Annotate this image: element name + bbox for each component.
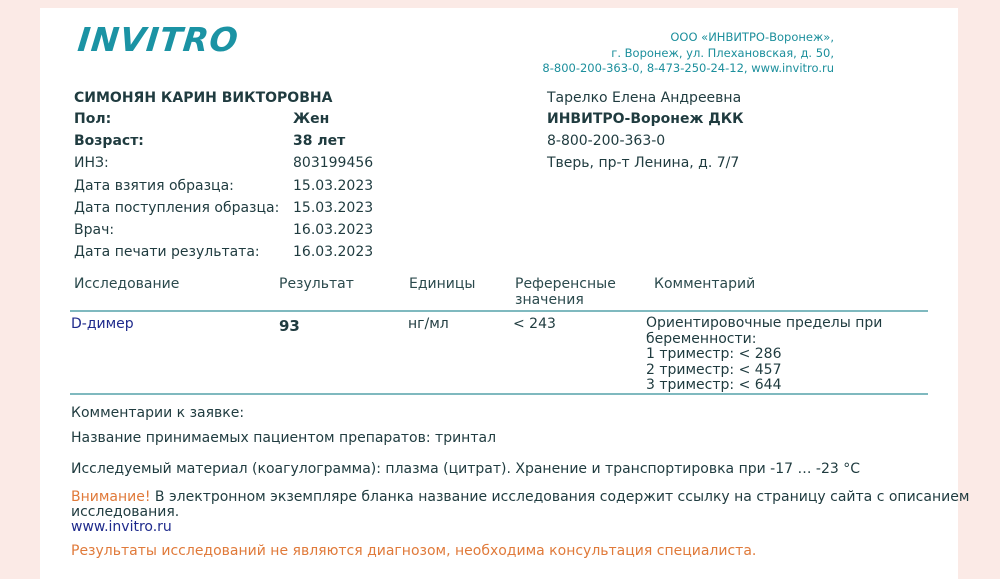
sample-received-value: 15.03.2023 xyxy=(293,200,374,216)
invitro-logo: INVITRO xyxy=(75,20,241,59)
referring-doctor: Тарелко Елена Андреевна xyxy=(547,90,742,106)
sample-received-label: Дата поступления образца: xyxy=(74,200,280,216)
lab-result-document xyxy=(40,8,970,579)
warning-text: В электронном экземпляре бланка название исследования содержит ссылку на страницу сайта с описанием xyxy=(150,489,970,505)
result-value: 93 xyxy=(279,317,300,335)
header-units: Единицы xyxy=(409,276,476,292)
print-date-value: 16.03.2023 xyxy=(293,244,374,260)
medications-note: Название принимаемых пациентом препаратов: тринтал xyxy=(71,430,497,446)
inz-value: 803199456 xyxy=(293,155,374,171)
company-address: г. Воронеж, ул. Плехановская, д. 50, xyxy=(611,45,834,60)
study-link-d-dimer[interactable]: D-димер xyxy=(71,316,134,332)
company-info xyxy=(542,30,834,77)
sex-value: Жен xyxy=(293,111,330,127)
clinic-name: ИНВИТРО-Воронеж ДКК xyxy=(547,111,744,127)
reference-value: < 243 xyxy=(513,316,556,332)
units-value: нг/мл xyxy=(408,316,449,332)
table-bottom-divider xyxy=(70,393,928,395)
warning-label: Внимание! xyxy=(71,489,151,505)
print-date-label: Дата печати результата: xyxy=(74,244,260,260)
patient-name: СИМОНЯН КАРИН ВИКТОРОВНА xyxy=(74,90,333,106)
header-study: Исследование xyxy=(74,276,180,292)
sample-taken-label: Дата взятия образца: xyxy=(74,178,234,194)
company-name: ООО «ИНВИТРО-Воронеж», xyxy=(670,30,834,44)
clinic-address: Тверь, пр-т Ленина, д. 7/7 xyxy=(547,155,740,171)
sex-label: Пол: xyxy=(74,111,112,127)
inz-label: ИНЗ: xyxy=(74,155,109,171)
doctor-label: Врач: xyxy=(74,222,115,238)
sample-taken-value: 15.03.2023 xyxy=(293,178,374,194)
header-result: Результат xyxy=(279,276,354,292)
disclaimer: Результаты исследований не являются диагнозом, необходима консультация специалиста. xyxy=(71,543,757,559)
website-link[interactable]: www.invitro.ru xyxy=(71,519,172,535)
age-label: Возраст: xyxy=(74,133,144,149)
clinic-phone: 8-800-200-363-0 xyxy=(547,133,666,149)
material-note: Исследуемый материал (коагулограмма): плазма (цитрат). Хранение и транспортировка при -17 … -23 °С xyxy=(71,461,861,477)
warning-text-continued: исследования. xyxy=(71,504,180,520)
doctor-value: 16.03.2023 xyxy=(293,222,374,238)
warning-note xyxy=(71,490,969,535)
header-reference: Референсные значения xyxy=(515,276,616,308)
order-comments-label: Комментарии к заявке: xyxy=(71,405,245,421)
age-value: 38 лет xyxy=(293,133,346,149)
header-comment: Комментарий xyxy=(654,276,756,292)
result-comment: Ориентировочные пределы при беременности: 1 триместр: < 286 2 триместр: < 457 3 триместр: < 644 xyxy=(646,315,883,393)
table-header-divider xyxy=(70,310,928,312)
company-contacts: 8-800-200-363-0, 8-473-250-24-12, www.invitro.ru xyxy=(542,61,834,75)
